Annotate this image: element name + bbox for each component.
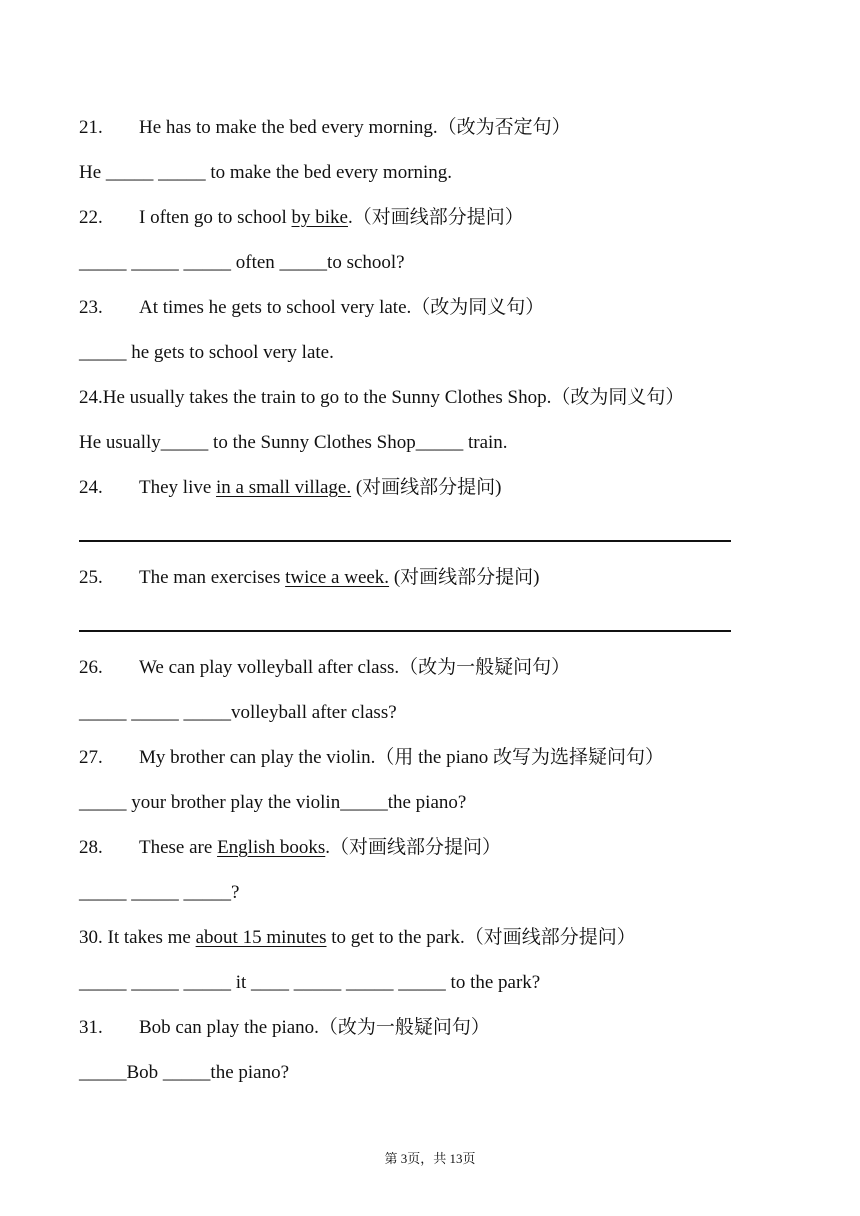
question-instruction: (对画线部分提问) — [351, 477, 502, 498]
underlined-phrase: about 15 minutes — [195, 927, 327, 948]
question-instruction: to get to the park.（对画线部分提问） — [326, 927, 636, 948]
question-text: My brother can play the violin.（用 the piano 改写为选择疑问句） — [139, 747, 665, 768]
question-26 — [79, 656, 800, 680]
answer-rule-25 — [79, 630, 731, 632]
question-number: 28. — [79, 837, 103, 858]
answer-line-28: _____ _____ _____? — [79, 882, 240, 903]
question-text: I often go to school — [139, 207, 292, 228]
question-number: 31. — [79, 1017, 103, 1038]
answer-line-24a: He usually_____ to the Sunny Clothes Shop_____ train. — [79, 432, 508, 453]
question-25 — [79, 566, 800, 590]
question-number: 22. — [79, 207, 103, 228]
question-28 — [79, 836, 800, 860]
question-24a: 24.He usually takes the train to go to the Sunny Clothes Shop.（改为同义句） — [79, 387, 685, 408]
question-instruction: .（对画线部分提问） — [347, 207, 524, 228]
underlined-phrase: twice a week. — [285, 567, 390, 588]
question-number: 24. — [79, 477, 103, 498]
question-27 — [79, 746, 800, 770]
question-text: We can play volleyball after class.（改为一般疑问句） — [139, 657, 571, 678]
question-text: These are — [139, 837, 218, 858]
answer-rule-24b — [79, 540, 731, 542]
answer-line-26: _____ _____ _____volleyball after class? — [79, 702, 397, 723]
question-text: He has to make the bed every morning.（改为否定句） — [139, 117, 571, 138]
answer-line-23: _____ he gets to school very late. — [79, 342, 334, 363]
question-23 — [79, 296, 800, 320]
question-22 — [79, 206, 800, 230]
question-text: At times he gets to school very late.（改为同义句） — [139, 297, 545, 318]
question-text: They live — [139, 477, 217, 498]
question-number: 21. — [79, 117, 103, 138]
question-30 — [79, 926, 800, 950]
answer-line-31: _____Bob _____the piano? — [79, 1062, 290, 1083]
question-instruction: .（对画线部分提问） — [325, 837, 502, 858]
underlined-phrase: in a small village. — [216, 477, 352, 498]
underlined-phrase: by bike — [291, 207, 348, 228]
question-number: 27. — [79, 747, 103, 768]
question-instruction: (对画线部分提问) — [389, 567, 540, 588]
answer-line-27: _____ your brother play the violin_____the piano? — [79, 792, 467, 813]
answer-line-21: He _____ _____ to make the bed every morning. — [79, 162, 453, 183]
underlined-phrase: English books — [217, 837, 326, 858]
page-footer: 第 3页，共 13页 — [384, 1151, 476, 1166]
question-31 — [79, 1016, 800, 1040]
answer-line-30: _____ _____ _____ it ____ _____ _____ _____ to the park? — [79, 972, 541, 993]
question-text: 30. It takes me — [79, 927, 196, 948]
question-text: The man exercises — [139, 567, 286, 588]
answer-line-22: _____ _____ _____ often _____to school? — [79, 252, 405, 273]
question-number: 23. — [79, 297, 103, 318]
question-21 — [79, 116, 800, 140]
question-text: Bob can play the piano.（改为一般疑问句） — [139, 1017, 490, 1038]
question-number: 26. — [79, 657, 103, 678]
question-24b — [79, 476, 800, 500]
question-number: 25. — [79, 567, 103, 588]
